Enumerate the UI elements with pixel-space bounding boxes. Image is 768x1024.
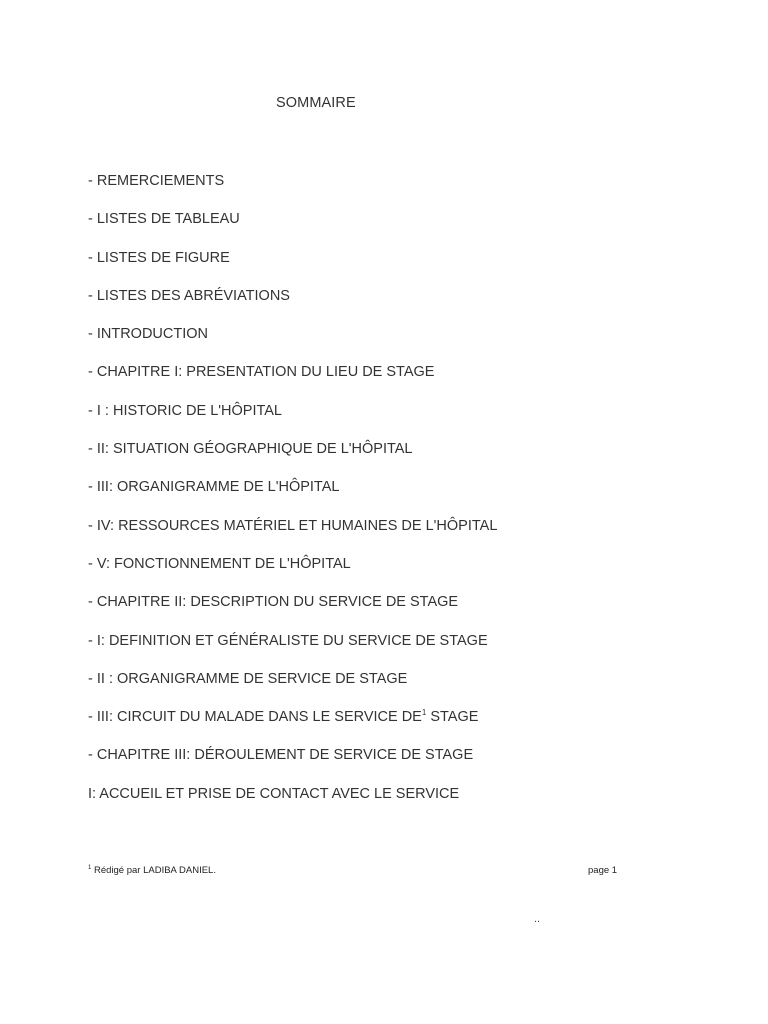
toc-entry: - I : HISTORIC DE L'HÔPITAL [88,402,282,419]
toc-entry: - CHAPITRE III: DÉROULEMENT DE SERVICE DE STAGE [88,747,474,764]
trailing-mark: .. [534,913,541,925]
toc-entry: - III: ORGANIGRAMME DE L'HÔPITAL [88,479,340,496]
toc-entry: - V: FONCTIONNEMENT DE L'HÔPITAL [88,555,351,572]
footnote-reference: 1 [421,708,427,718]
page-number: page 1 [588,865,618,876]
footnote-text: Rédigé par LADIBA DANIEL. [91,865,216,876]
footnote [88,865,216,876]
footnote-marker: 1 [88,864,92,871]
page-title: SOMMAIRE [276,95,356,111]
toc-entry: - LISTES DE FIGURE [88,249,230,266]
toc-entry: - LISTES DE TABLEAU [88,211,240,228]
toc-entry: - III: CIRCUIT DU MALADE DANS LE SERVICE $DE^1$ STAGE [88,708,479,726]
toc-entry: - II : ORGANIGRAMME DE SERVICE DE STAGE [88,670,408,687]
toc-entry: - REMERCIEMENTS [88,173,225,189]
toc-entry: - LISTES DES ABRÉVIATIONS [88,287,290,304]
toc-entry: - II: SITUATION GÉOGRAPHIQUE DE L'HÔPITAL [88,441,413,458]
table-of-contents [88,171,497,822]
toc-entry: - IV: RESSOURCES MATÉRIEL ET HUMAINES DE L'HÔPITAL [88,517,498,534]
toc-entry: - CHAPITRE II: DESCRIPTION DU SERVICE DE STAGE [88,594,459,611]
toc-entry: - INTRODUCTION [88,326,209,343]
toc-entry: - CHAPITRE I: PRESENTATION DU LIEU DE STAGE [88,364,435,381]
toc-entry: I: ACCUEIL ET PRISE DE CONTACT AVEC LE SERVICE [88,785,460,802]
toc-entry: - I: DEFINITION ET GÉNÉRALISTE DU SERVICE DE STAGE [88,632,488,649]
